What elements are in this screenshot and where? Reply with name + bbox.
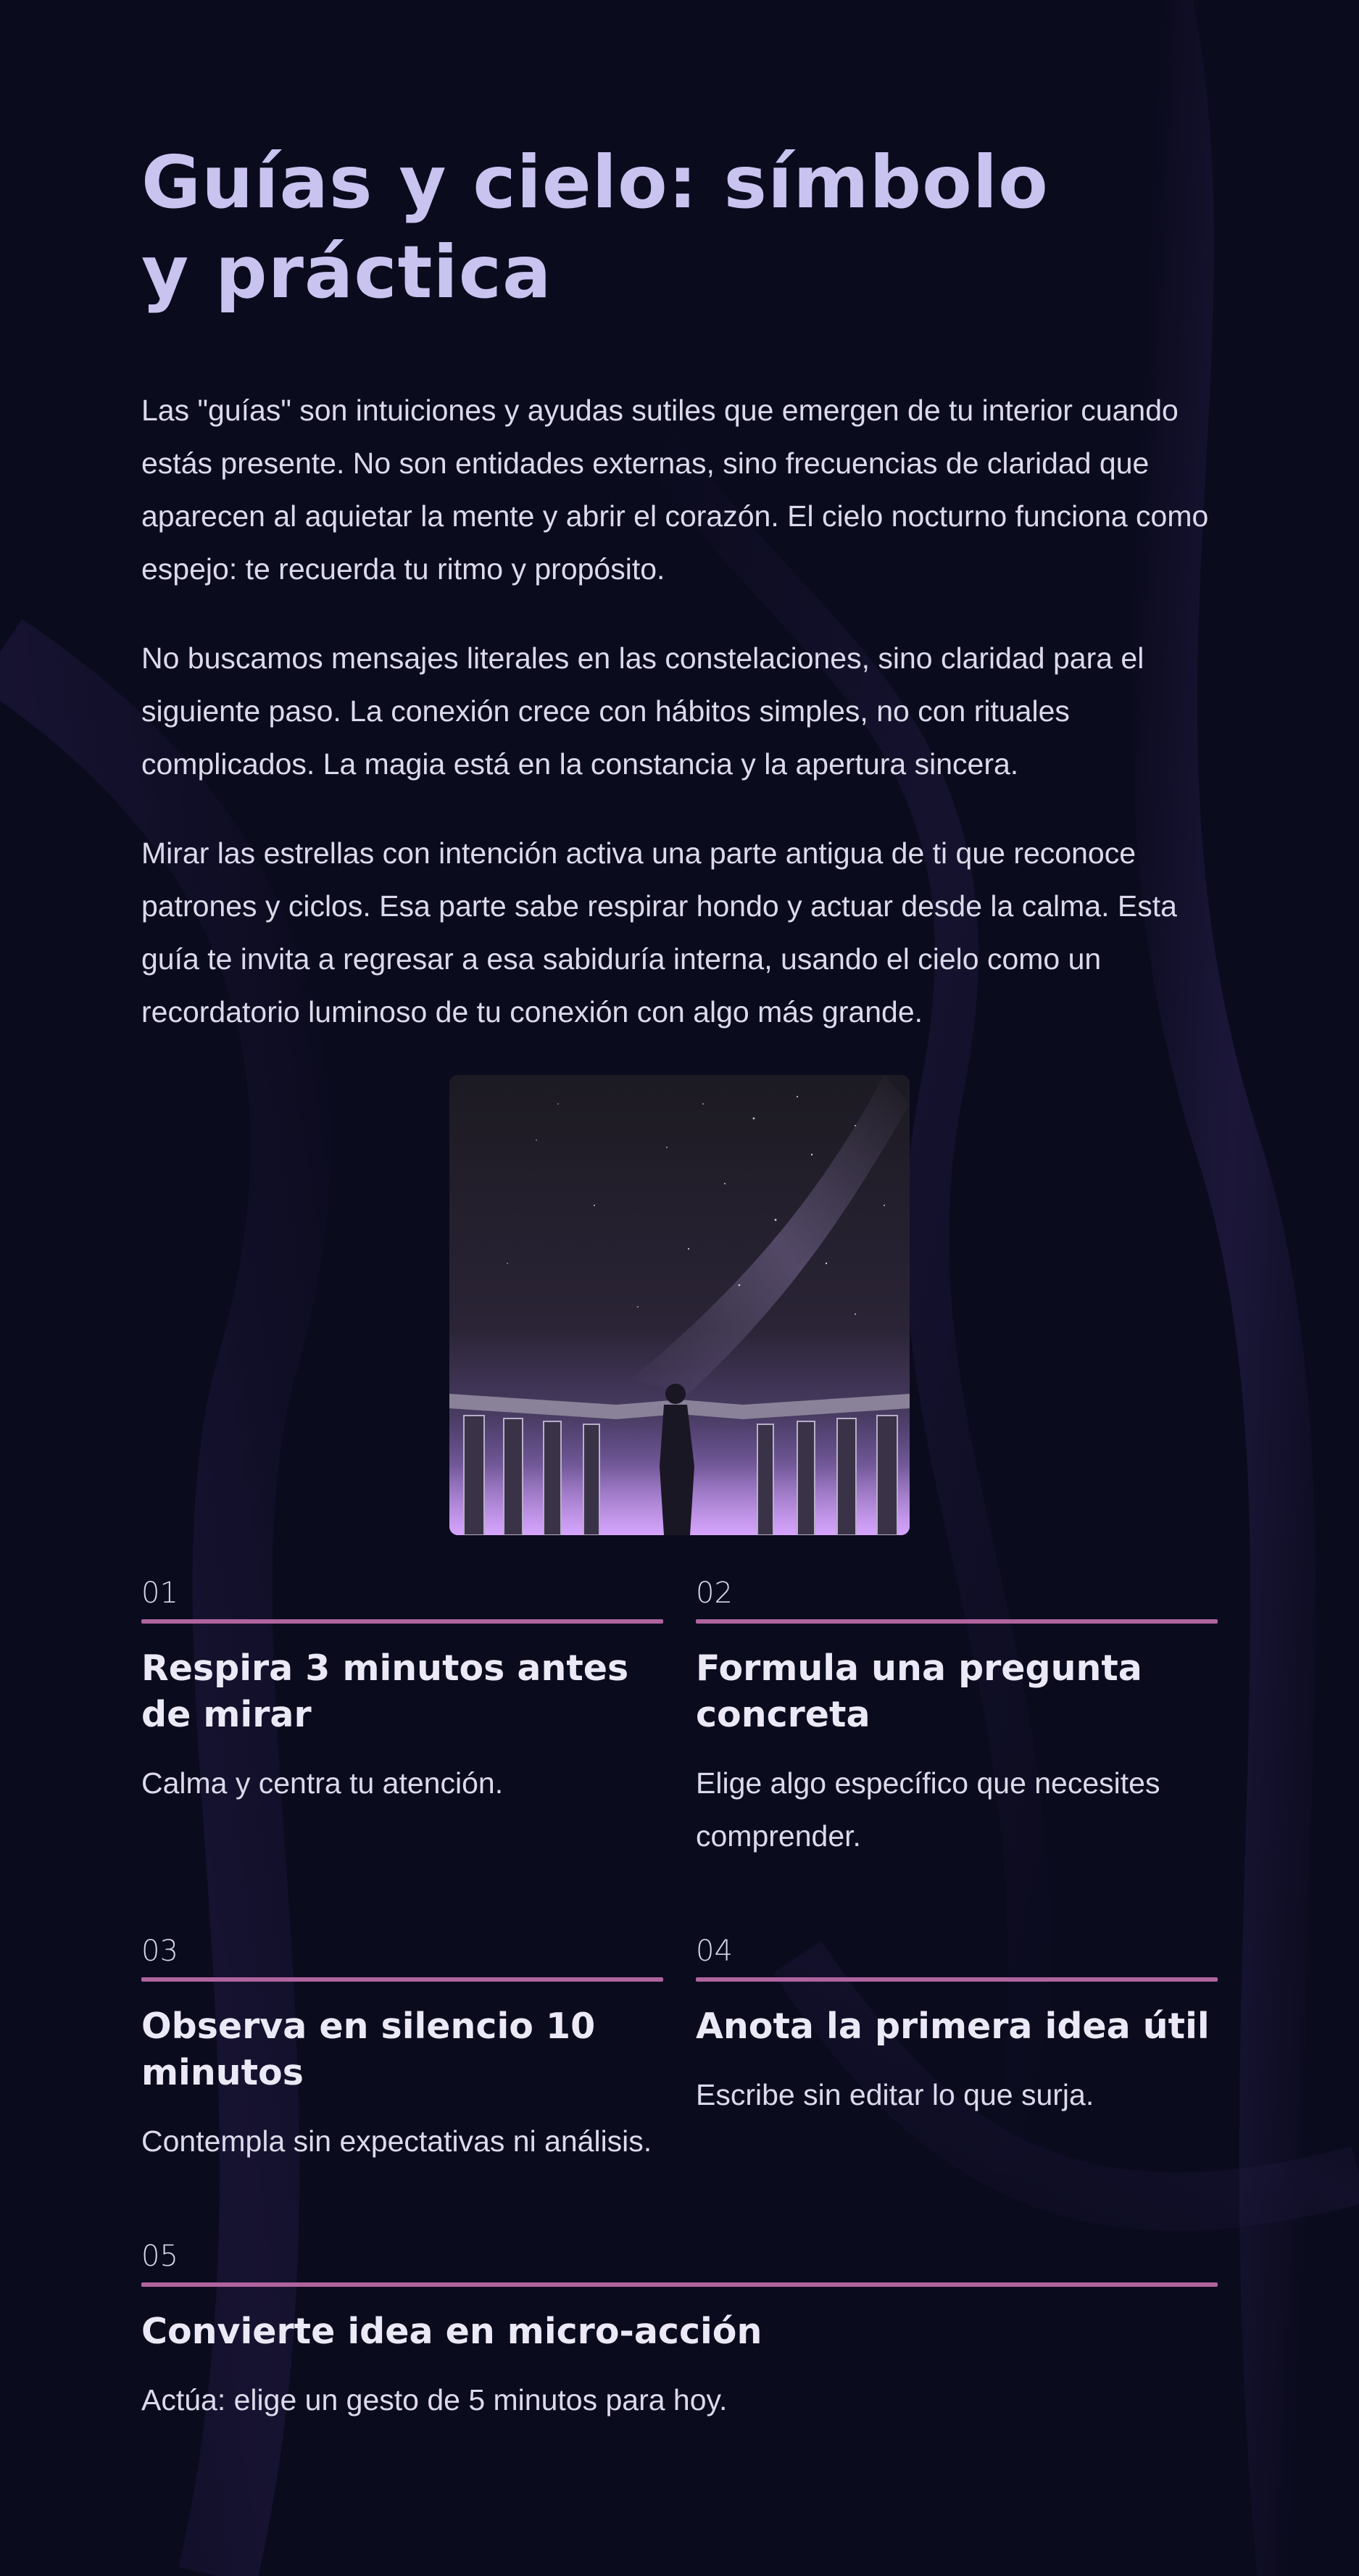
article — [141, 138, 1218, 2427]
steps-list — [141, 1574, 1218, 2427]
step-description: Elige algo específico que necesites comprender. — [696, 1766, 1160, 1853]
step-item — [141, 1932, 663, 2168]
step-item — [696, 1574, 1218, 1863]
step-title: Convierte idea en micro-acción — [141, 2311, 762, 2352]
step-description: Calma y centra tu atención. — [141, 1766, 504, 1800]
step-item — [141, 2238, 1218, 2427]
step-description: Actúa: elige un gesto de 5 minutos para hoy. — [141, 2383, 728, 2417]
step-number: 04 — [696, 1935, 733, 1968]
step-number: 05 — [141, 2240, 178, 2273]
step-divider — [141, 2282, 1218, 2287]
intro-paragraph: Las "guías" son intuiciones y ayudas sutiles que emergen de tu interior cuando estás presente. No son entidades externas, sino frecuencias de claridad que aparecen al aquietar la mente y abrir el corazón. El cielo nocturno funciona como espejo: te recuerda tu ritmo y propósito. — [141, 394, 1209, 586]
step-divider — [696, 1619, 1218, 1624]
intro-section — [141, 384, 1218, 1039]
step-number: 03 — [141, 1935, 178, 1968]
step-divider — [141, 1619, 663, 1624]
step-title: Anota la primera idea útil — [696, 2006, 1210, 2047]
intro-paragraph: Mirar las estrellas con intención activa una parte antigua de ti que reconoce patrones y ciclos. Esa parte sabe respirar hondo y actuar desde la calma. Esta guía te invita a regresar a esa sabiduría interna, usando el cielo como un recordatorio luminoso de tu conexión con algo más grande. — [141, 836, 1177, 1029]
page-title: Guías y cielo: símbolo y práctica — [141, 140, 1049, 315]
step-title: Observa en silencio 10 minutos — [141, 2006, 596, 2093]
step-title: Formula una pregunta concreta — [696, 1648, 1142, 1735]
step-item — [141, 1574, 663, 1863]
step-title: Respira 3 minutos antes de mirar — [141, 1648, 629, 1735]
step-number: 01 — [141, 1576, 178, 1610]
step-divider — [696, 1977, 1218, 1982]
step-number: 02 — [696, 1576, 733, 1610]
intro-paragraph: No buscamos mensajes literales en las constelaciones, sino claridad para el siguiente paso. La conexión crece con hábitos simples, no con rituales complicados. La magia está en la constancia y la apertura sincera. — [141, 641, 1144, 781]
step-divider — [141, 1977, 663, 1982]
step-description: Contempla sin expectativas ni análisis. — [141, 2124, 652, 2158]
step-item — [696, 1932, 1218, 2168]
hero-image-stargazer — [449, 1075, 910, 1535]
hero-image-container — [0, 1075, 1359, 1535]
step-description: Escribe sin editar lo que surja. — [696, 2078, 1094, 2111]
